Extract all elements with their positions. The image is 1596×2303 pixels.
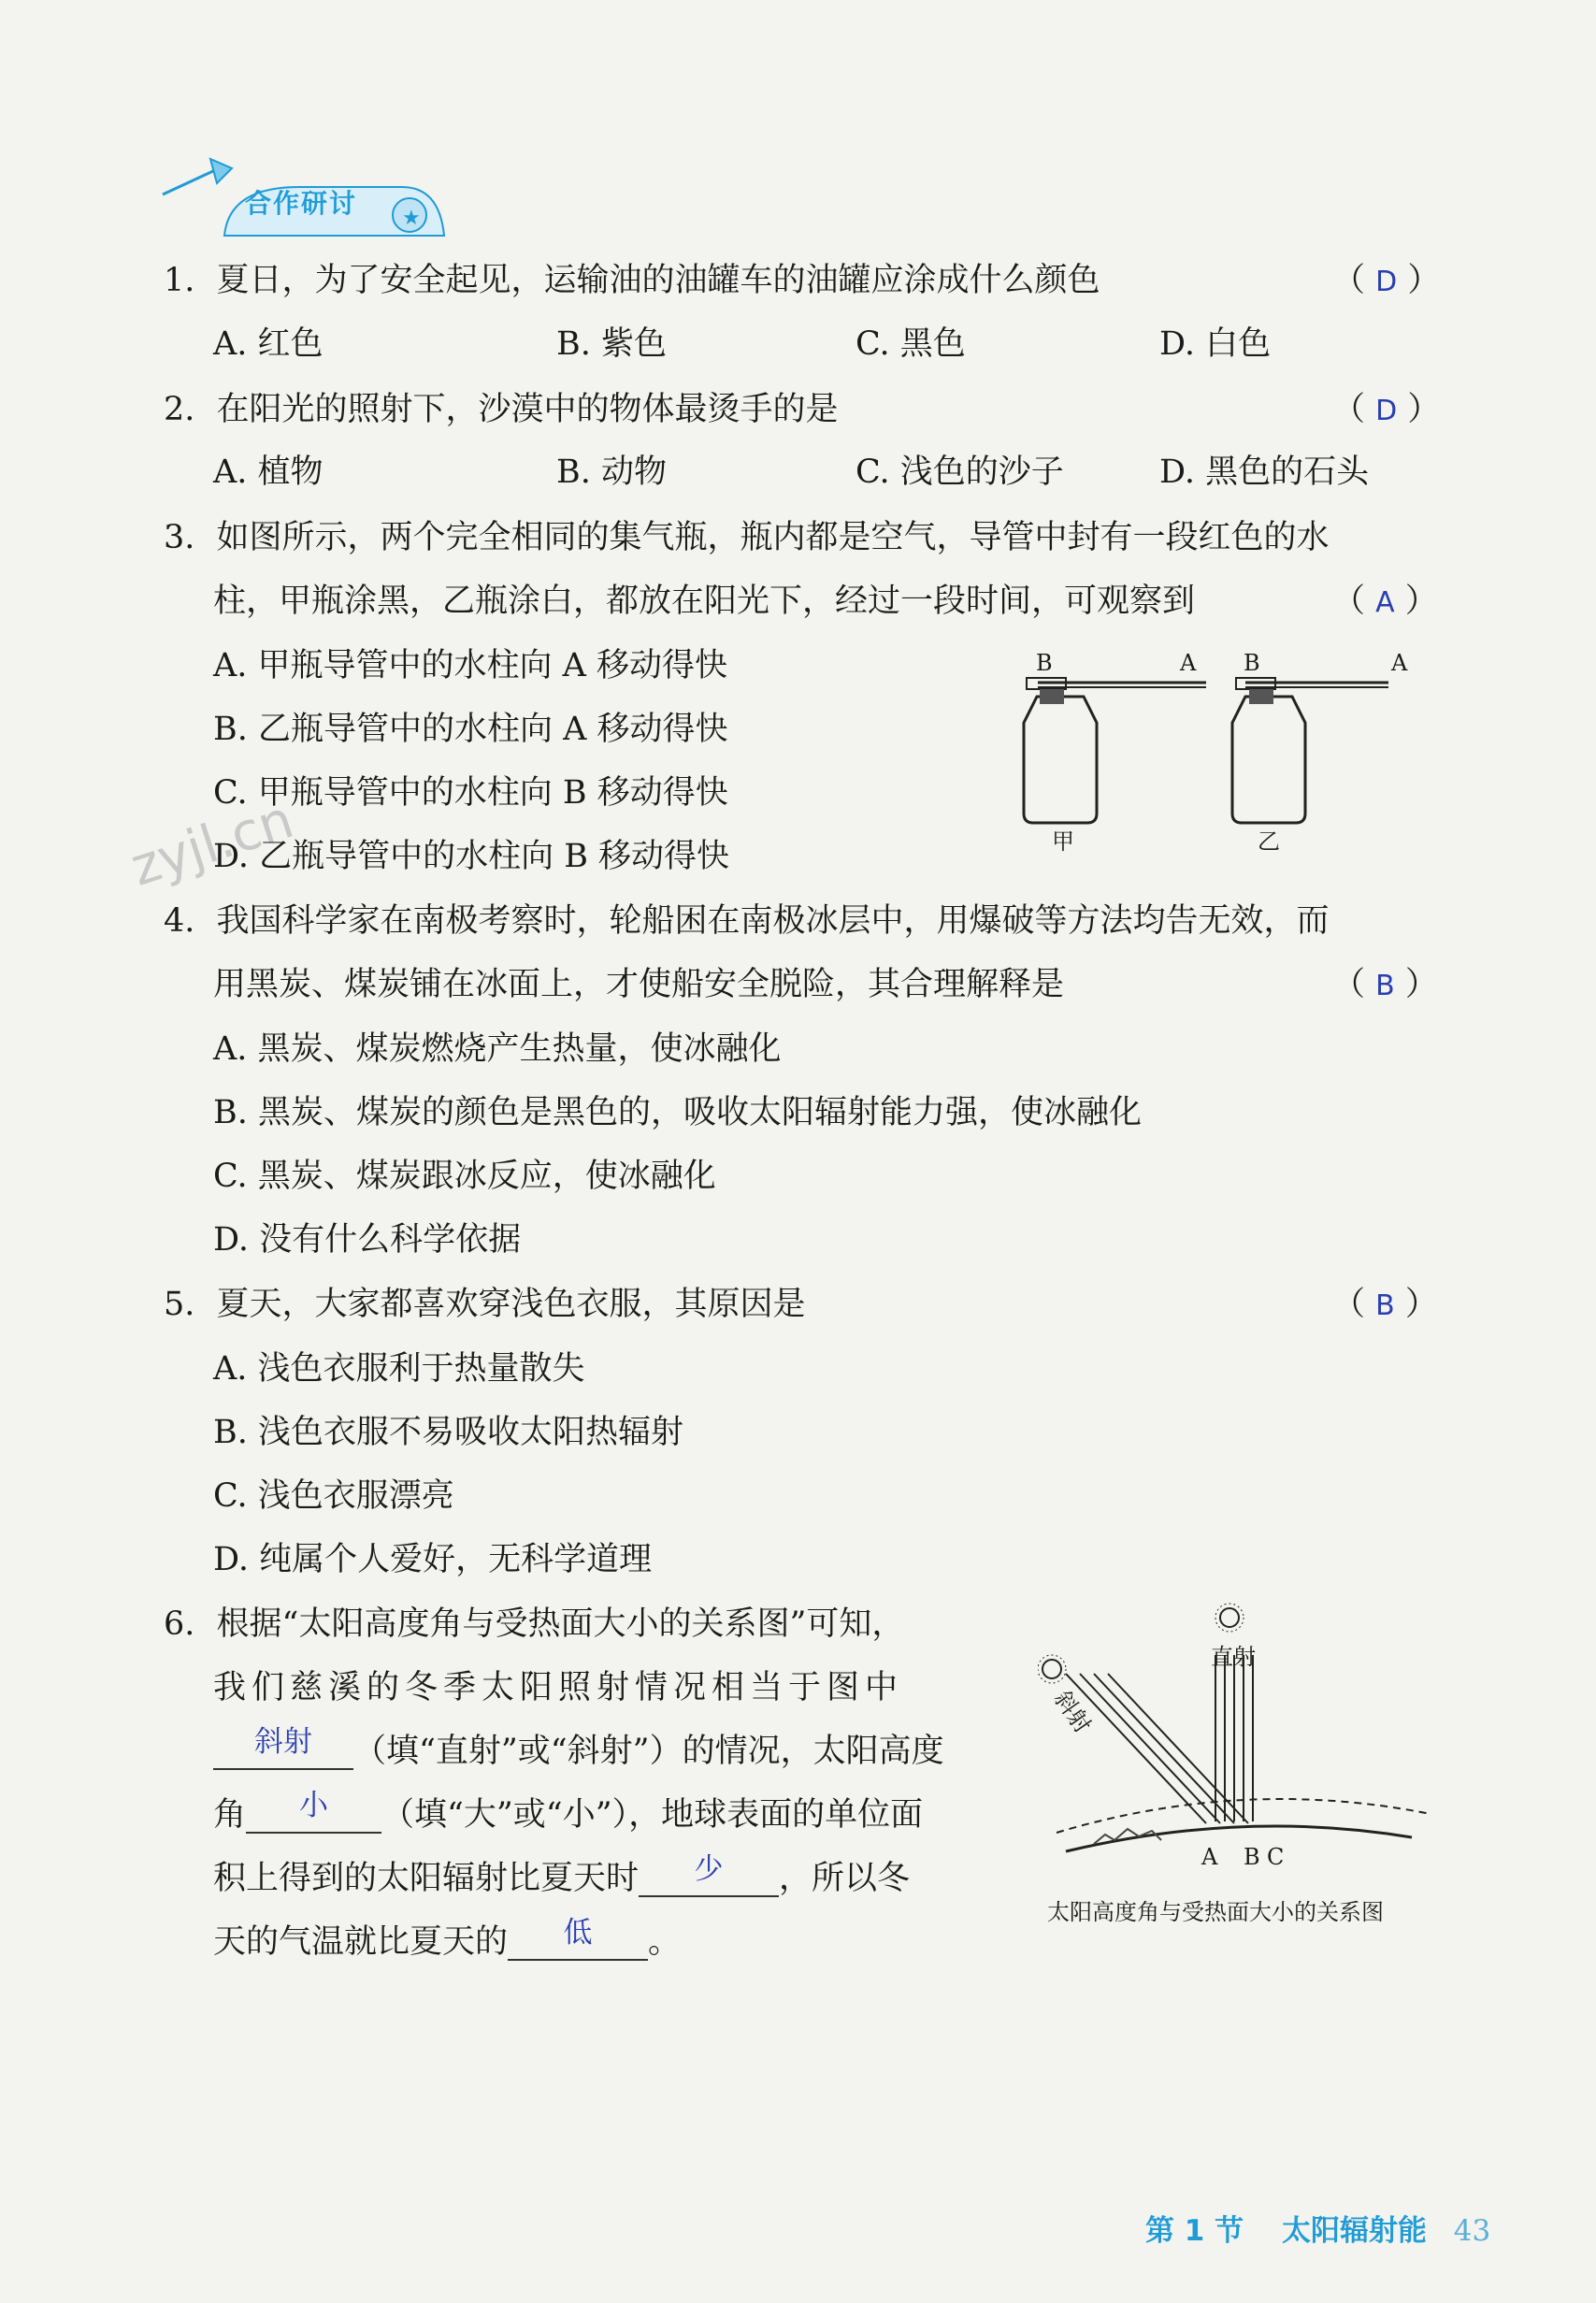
option-d: D. 纯属个人爱好，无科学道理 — [213, 1541, 653, 1578]
question-stem-cont: 柱，甲瓶涂黑，乙瓶涂白，都放在阳光下，经过一段时间，可观察到 — [213, 583, 1196, 620]
answer-blank-4: 低 — [508, 1925, 648, 1961]
bottle-yi — [1232, 678, 1388, 823]
answer-letter: B — [1375, 1289, 1395, 1322]
watermark: zyjl.cn — [123, 789, 301, 899]
page-footer — [1145, 2207, 1490, 2249]
figure-caption: 太阳高度角与受热面大小的关系图 — [1047, 1899, 1384, 1925]
bottle-jia — [1024, 678, 1206, 823]
answer-letter: D — [1375, 266, 1398, 298]
bottle-jia-label: 甲 — [1052, 828, 1074, 855]
question-stem-cont: 用黑炭、煤炭铺在冰面上，才使船安全脱险，其合理解释是 — [213, 966, 1065, 1003]
option-d: D. 白色 — [1159, 325, 1272, 363]
answer-bracket: （ B ） — [1332, 966, 1438, 1003]
label-a2: A — [1391, 650, 1408, 676]
answer-letter: A — [1375, 586, 1395, 619]
answer-letter: B — [1375, 970, 1395, 1002]
label-a1: A — [1180, 650, 1197, 676]
section-title: 太阳辐射能 — [1281, 2214, 1427, 2248]
question-stem-line5: 积上得到的太阳辐射比夏天时 少 ，所以冬 — [213, 1852, 911, 1897]
option-c: C. 黑色 — [856, 325, 966, 363]
question-stem-line3: 斜射 （填“直射”或“斜射”）的情况，太阳高度 — [213, 1733, 944, 1770]
sun-oblique-icon — [1038, 1655, 1066, 1683]
answer-blank-3: 少 — [639, 1862, 779, 1897]
question-stem-line4: 角 小 （填“大”或“小”），地球表面的单位面 — [213, 1789, 924, 1834]
answer-bracket: （ A ） — [1332, 583, 1438, 620]
question-stem-line2: 我们慈溪的冬季太阳照射情况相当于图中 — [213, 1669, 904, 1706]
option-a: A. 红色 — [213, 325, 324, 363]
question-stem: 根据“太阳高度角与受热面大小的关系图”可知， — [216, 1605, 905, 1643]
answer-bracket: （ D ） — [1332, 391, 1441, 428]
answer-blank-1: 斜射 — [213, 1734, 353, 1770]
point-b-label: B — [1244, 1844, 1260, 1870]
point-c-label: C — [1267, 1844, 1285, 1870]
option-c: C. 浅色衣服漂亮 — [213, 1477, 454, 1515]
option-d: D. 乙瓶导管中的水柱向 B 移动得快 — [213, 838, 730, 875]
question-stem: 我国科学家在南极考察时，轮船困在南极冰层中，用爆破等方法均告无效，而 — [216, 902, 1330, 940]
option-b: B. 浅色衣服不易吸收太阳热辐射 — [213, 1414, 683, 1451]
point-a-label: A — [1201, 1844, 1218, 1870]
question-stem: 夏天，大家都喜欢穿浅色衣服，其原因是 — [216, 1286, 806, 1323]
option-b: B. 黑炭、煤炭的颜色是黑色的，吸收太阳辐射能力强，使冰融化 — [213, 1094, 1142, 1131]
label-b1: B — [1036, 650, 1053, 676]
question-2: 2. 在阳光的照射下，沙漠中的物体最烫手的是 — [164, 391, 839, 428]
section-badge — [159, 150, 458, 243]
badge-title: 合作研讨 — [245, 188, 358, 219]
section-number: 第 1 节 — [1145, 2214, 1244, 2248]
direct-label: 直射 — [1211, 1644, 1256, 1670]
bottle-yi-label: 乙 — [1258, 828, 1280, 855]
option-a: A. 植物 — [213, 453, 324, 491]
option-b: B. 乙瓶导管中的水柱向 A 移动得快 — [213, 711, 728, 748]
option-c: C. 黑炭、煤炭跟冰反应，使冰融化 — [213, 1158, 716, 1195]
question-5: 5. 夏天，大家都喜欢穿浅色衣服，其原因是 — [164, 1286, 806, 1323]
page-number: 43 — [1453, 2214, 1491, 2248]
question-1: 1. 夏日，为了安全起见，运输油的油罐车的油罐应涂成什么颜色 — [164, 262, 1100, 299]
option-a: A. 甲瓶导管中的水柱向 A 移动得快 — [213, 647, 728, 684]
question-3: 3. 如图所示，两个完全相同的集气瓶，瓶内都是空气，导管中封有一段红色的水 — [164, 519, 1330, 556]
question-stem-line6: 天的气温就比夏天的 低 。 — [213, 1916, 682, 1961]
sun-direct-icon — [1215, 1604, 1244, 1632]
option-c: C. 甲瓶导管中的水柱向 B 移动得快 — [213, 774, 728, 812]
answer-bracket: （ D ） — [1332, 262, 1441, 299]
question-4: 4. 我国科学家在南极考察时，轮船困在南极冰层中，用爆破等方法均告无效，而 — [164, 902, 1330, 940]
oblique-rays — [1066, 1674, 1248, 1823]
answer-bracket: （ B ） — [1332, 1286, 1438, 1323]
question-6: 6. 根据“太阳高度角与受热面大小的关系图”可知， — [164, 1605, 905, 1643]
question-stem: 夏日，为了安全起见，运输油的油罐车的油罐应涂成什么颜色 — [216, 262, 1100, 299]
option-c: C. 浅色的沙子 — [856, 453, 1064, 491]
option-b: B. 动物 — [556, 453, 667, 491]
option-d: D. 没有什么科学依据 — [213, 1221, 522, 1259]
answer-letter: D — [1375, 395, 1398, 427]
option-a: A. 浅色衣服利于热量散失 — [213, 1350, 585, 1388]
earth-surface — [1066, 1826, 1412, 1851]
question-stem: 在阳光的照射下，沙漠中的物体最烫手的是 — [216, 391, 839, 428]
option-b: B. 紫色 — [556, 325, 667, 363]
answer-blank-2: 小 — [246, 1798, 381, 1834]
oblique-label: 斜射 — [1048, 1686, 1097, 1738]
label-b2: B — [1244, 650, 1260, 676]
option-a: A. 黑炭、煤炭燃烧产生热量，使冰融化 — [213, 1030, 782, 1068]
direct-rays — [1215, 1655, 1253, 1821]
svg-text:★: ★ — [402, 207, 421, 230]
option-d: D. 黑色的石头 — [1159, 453, 1370, 491]
question-stem: 如图所示，两个完全相同的集气瓶，瓶内都是空气，导管中封有一段红色的水 — [216, 519, 1330, 556]
